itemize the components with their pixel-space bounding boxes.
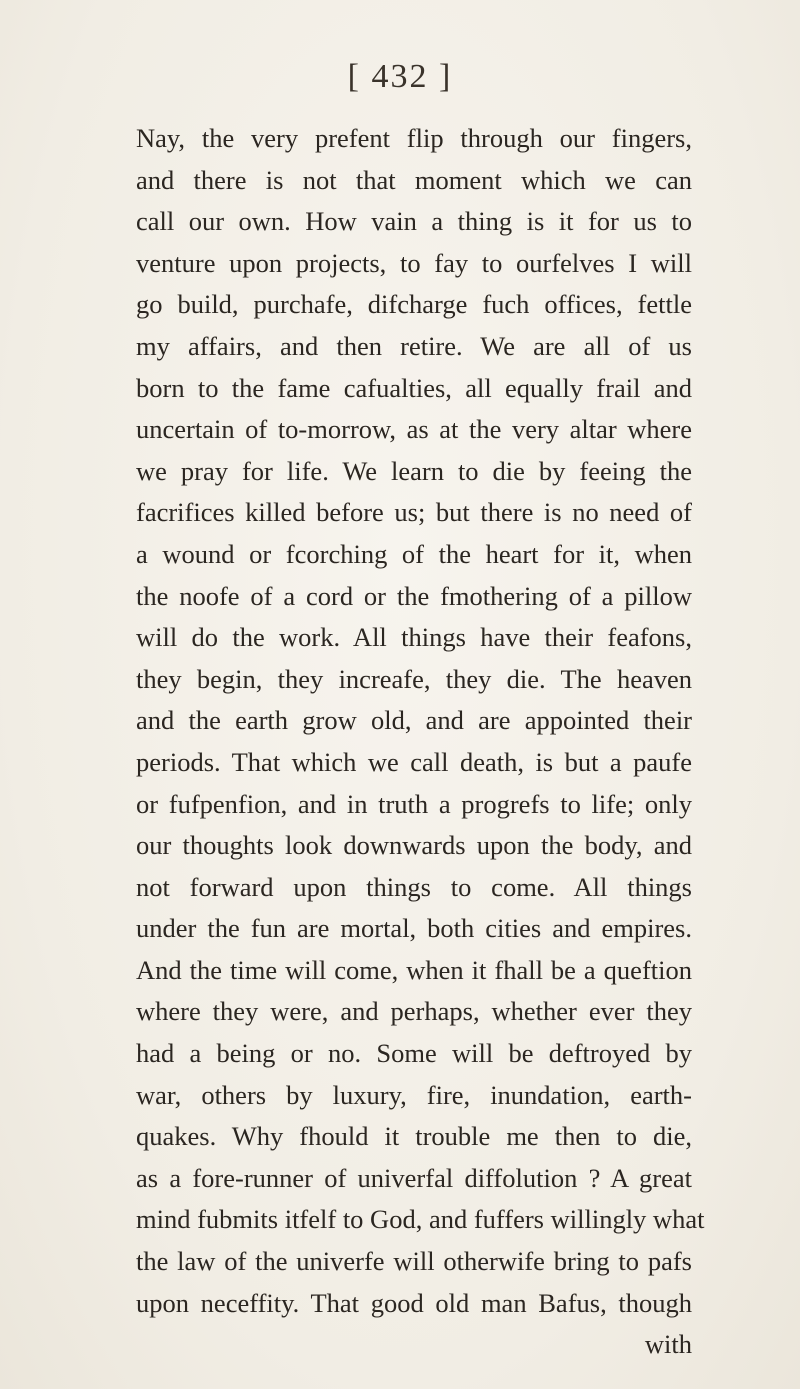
text-line: go build, purchafe, difcharge fuch offices, fettle	[136, 289, 692, 320]
text-line: And the time will come, when it fhall be a queftion	[136, 954, 692, 985]
text-line: quakes. Why fhould it trouble me then to die,	[136, 1121, 692, 1152]
page-number-header: [ 432 ]	[347, 58, 453, 95]
text-line: our thoughts look downwards upon the body, and	[136, 830, 692, 861]
text-line: they begin, they increafe, they die. The heaven	[136, 663, 692, 694]
text-line: the law of the univerfe will otherwife bring to pafs	[136, 1246, 692, 1277]
text-line: a wound or fcorching of the heart for it, when	[136, 538, 692, 569]
text-line: the noofe of a cord or the fmothering of a pillow	[136, 580, 692, 611]
text-line: and the earth grow old, and are appointed their	[136, 705, 692, 736]
text-line: not forward upon things to come. All things	[136, 871, 692, 902]
text-line: upon neceffity. That good old man Bafus, though	[136, 1287, 692, 1318]
text-line: and there is not that moment which we can	[136, 164, 692, 195]
text-line: had a being or no. Some will be deftroyed by	[136, 1038, 692, 1069]
text-line: we pray for life. We learn to die by feeing the	[136, 455, 692, 486]
text-line: Nay, the very prefent flip through our fingers,	[136, 123, 692, 153]
text-line: war, others by luxury, fire, inundation, earth-	[136, 1079, 692, 1110]
text-line: will do the work. All things have their feafons,	[136, 622, 692, 653]
catchword: with	[644, 1329, 692, 1360]
text-line: facrifices killed before us; but there is no need of	[136, 497, 692, 528]
text-line: call our own. How vain a thing is it for us to	[136, 206, 692, 237]
text-line: uncertain of to-morrow, as at the very altar where	[136, 414, 692, 445]
text-line: venture upon projects, to fay to ourfelves I will	[136, 247, 692, 278]
text-line: mind fubmits itfelf to God, and fuffers willingly what	[136, 1204, 705, 1235]
text-line: born to the fame cafualties, all equally frail and	[136, 372, 692, 403]
text-line: periods. That which we call death, is but a paufe	[136, 746, 692, 777]
text-line: or fufpenfion, and in truth a progrefs to life; only	[136, 788, 692, 819]
text-line: under the fun are mortal, both cities and empires.	[136, 913, 692, 944]
body-text	[136, 118, 705, 1366]
text-line: as a fore-runner of univerfal diffolution ? A great	[136, 1162, 692, 1193]
text-line: where they were, and perhaps, whether ever they	[136, 996, 692, 1027]
text-line: my affairs, and then retire. We are all of us	[136, 330, 692, 361]
